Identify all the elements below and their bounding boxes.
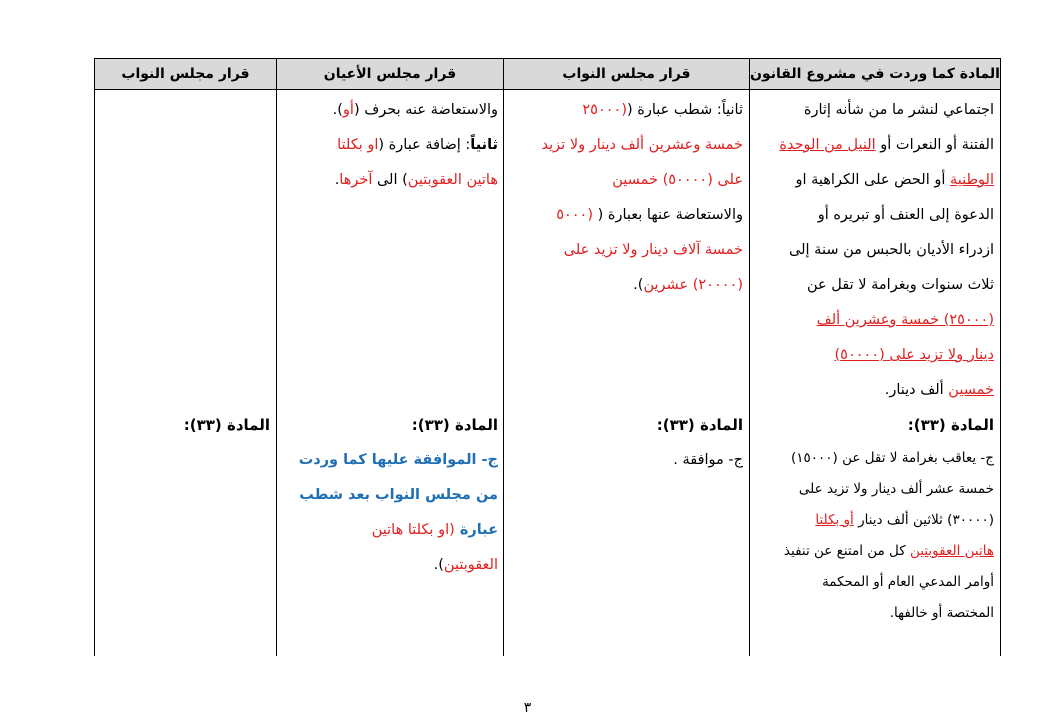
text-line: ج- موافقة . <box>673 452 743 468</box>
text-line: أوامر المدعي العام أو المحكمة <box>822 574 994 590</box>
grid-line <box>276 58 277 656</box>
text-line: الفتنة أو النعرات أو النيل من الوحدة <box>779 137 994 153</box>
text-line: على (٥٠٠٠٠) خمسين <box>612 172 743 188</box>
amended-phrase: أو بكلتا <box>815 512 854 528</box>
text-line: المختصة أو خالفها. <box>889 605 994 621</box>
article-heading: المادة (٣٣): <box>907 416 994 434</box>
page-number: ٣ <box>523 700 532 716</box>
amended-phrase: دينار ولا تزيد على (٥٠٠٠٠) <box>834 347 994 363</box>
text-line: اجتماعي لنشر ما من شأنه إثارة <box>803 102 994 118</box>
amended-phrase: هاتين العقوبتين <box>910 543 994 559</box>
text-line: ثانياً: شطب عبارة ((٢٥٠٠٠ <box>582 102 743 118</box>
text-line: والاستعاضة عنها بعبارة ( (٥٠٠٠ <box>556 207 743 223</box>
text-line: ج- يعاقب بغرامة لا تقل عن (١٥٠٠٠) <box>790 450 994 466</box>
article-heading: المادة (٣٣): <box>656 416 743 434</box>
text-line: هاتين العقوبتين) الى آخرها. <box>334 172 498 188</box>
grid-line <box>503 58 504 656</box>
header-deputies-decision-1: قرار مجلس النواب <box>503 58 750 90</box>
text-line: (٣٠٠٠٠) ثلاثين ألف دينار أو بكلتا <box>815 512 994 528</box>
text-line: خمسة عشر ألف دينار ولا تزيد على <box>798 481 994 497</box>
article-heading: المادة (٣٣): <box>411 416 498 434</box>
header-deputies-decision-2: قرار مجلس النواب <box>94 58 277 90</box>
text-line: ازدراء الأديان بالحبس من سنة إلى <box>789 242 994 258</box>
text-line: ج- الموافقة عليها كما وردت <box>298 452 498 468</box>
text-line: ثانياً: إضافة عبارة (او بكلتا <box>337 137 498 153</box>
grid-line <box>749 58 750 656</box>
amended-phrase: خمسين <box>948 382 994 398</box>
header-original-text: المادة كما وردت في مشروع القانون <box>749 58 1001 90</box>
column-original-text <box>756 93 994 629</box>
text-line: من مجلس النواب بعد شطب <box>299 487 498 503</box>
column-deputies-decision-2 <box>100 408 270 443</box>
text-line: خمسة آلاف دينار ولا تزيد على <box>563 242 743 258</box>
text-line: والاستعاضة عنه بحرف (أو). <box>332 102 498 118</box>
text-line: العقوبتين). <box>433 557 498 573</box>
text-line: ثلاث سنوات وبغرامة لا تقل عن <box>807 277 994 293</box>
text-line: خمسة وعشرين ألف دينار ولا تزيد <box>541 137 743 153</box>
text-line: الوطنية أو الحض على الكراهية او <box>795 172 994 188</box>
header-senate-decision: قرار مجلس الأعيان <box>276 58 504 90</box>
deleted-phrase: النيل من الوحدة <box>779 137 876 153</box>
column-deputies-decision-1 <box>510 93 743 478</box>
text-line: (٢٠٠٠٠) عشرين). <box>633 277 743 293</box>
text-line: الدعوة إلى العنف أو تبريره أو <box>817 207 994 223</box>
grid-line <box>94 58 95 656</box>
grid-line <box>1000 58 1001 656</box>
article-heading: المادة (٣٣): <box>183 416 270 434</box>
text-line: عبارة (او بكلتا هاتين <box>371 522 498 538</box>
text-line: خمسين ألف دينار. <box>884 382 994 398</box>
text-line: هاتين العقوبتين كل من امتنع عن تنفيذ <box>783 543 994 559</box>
deleted-phrase: الوطنية <box>949 172 994 188</box>
column-senate-decision <box>282 93 498 583</box>
amended-phrase: (٢٥٠٠٠) خمسة وعشرين ألف <box>816 312 994 328</box>
